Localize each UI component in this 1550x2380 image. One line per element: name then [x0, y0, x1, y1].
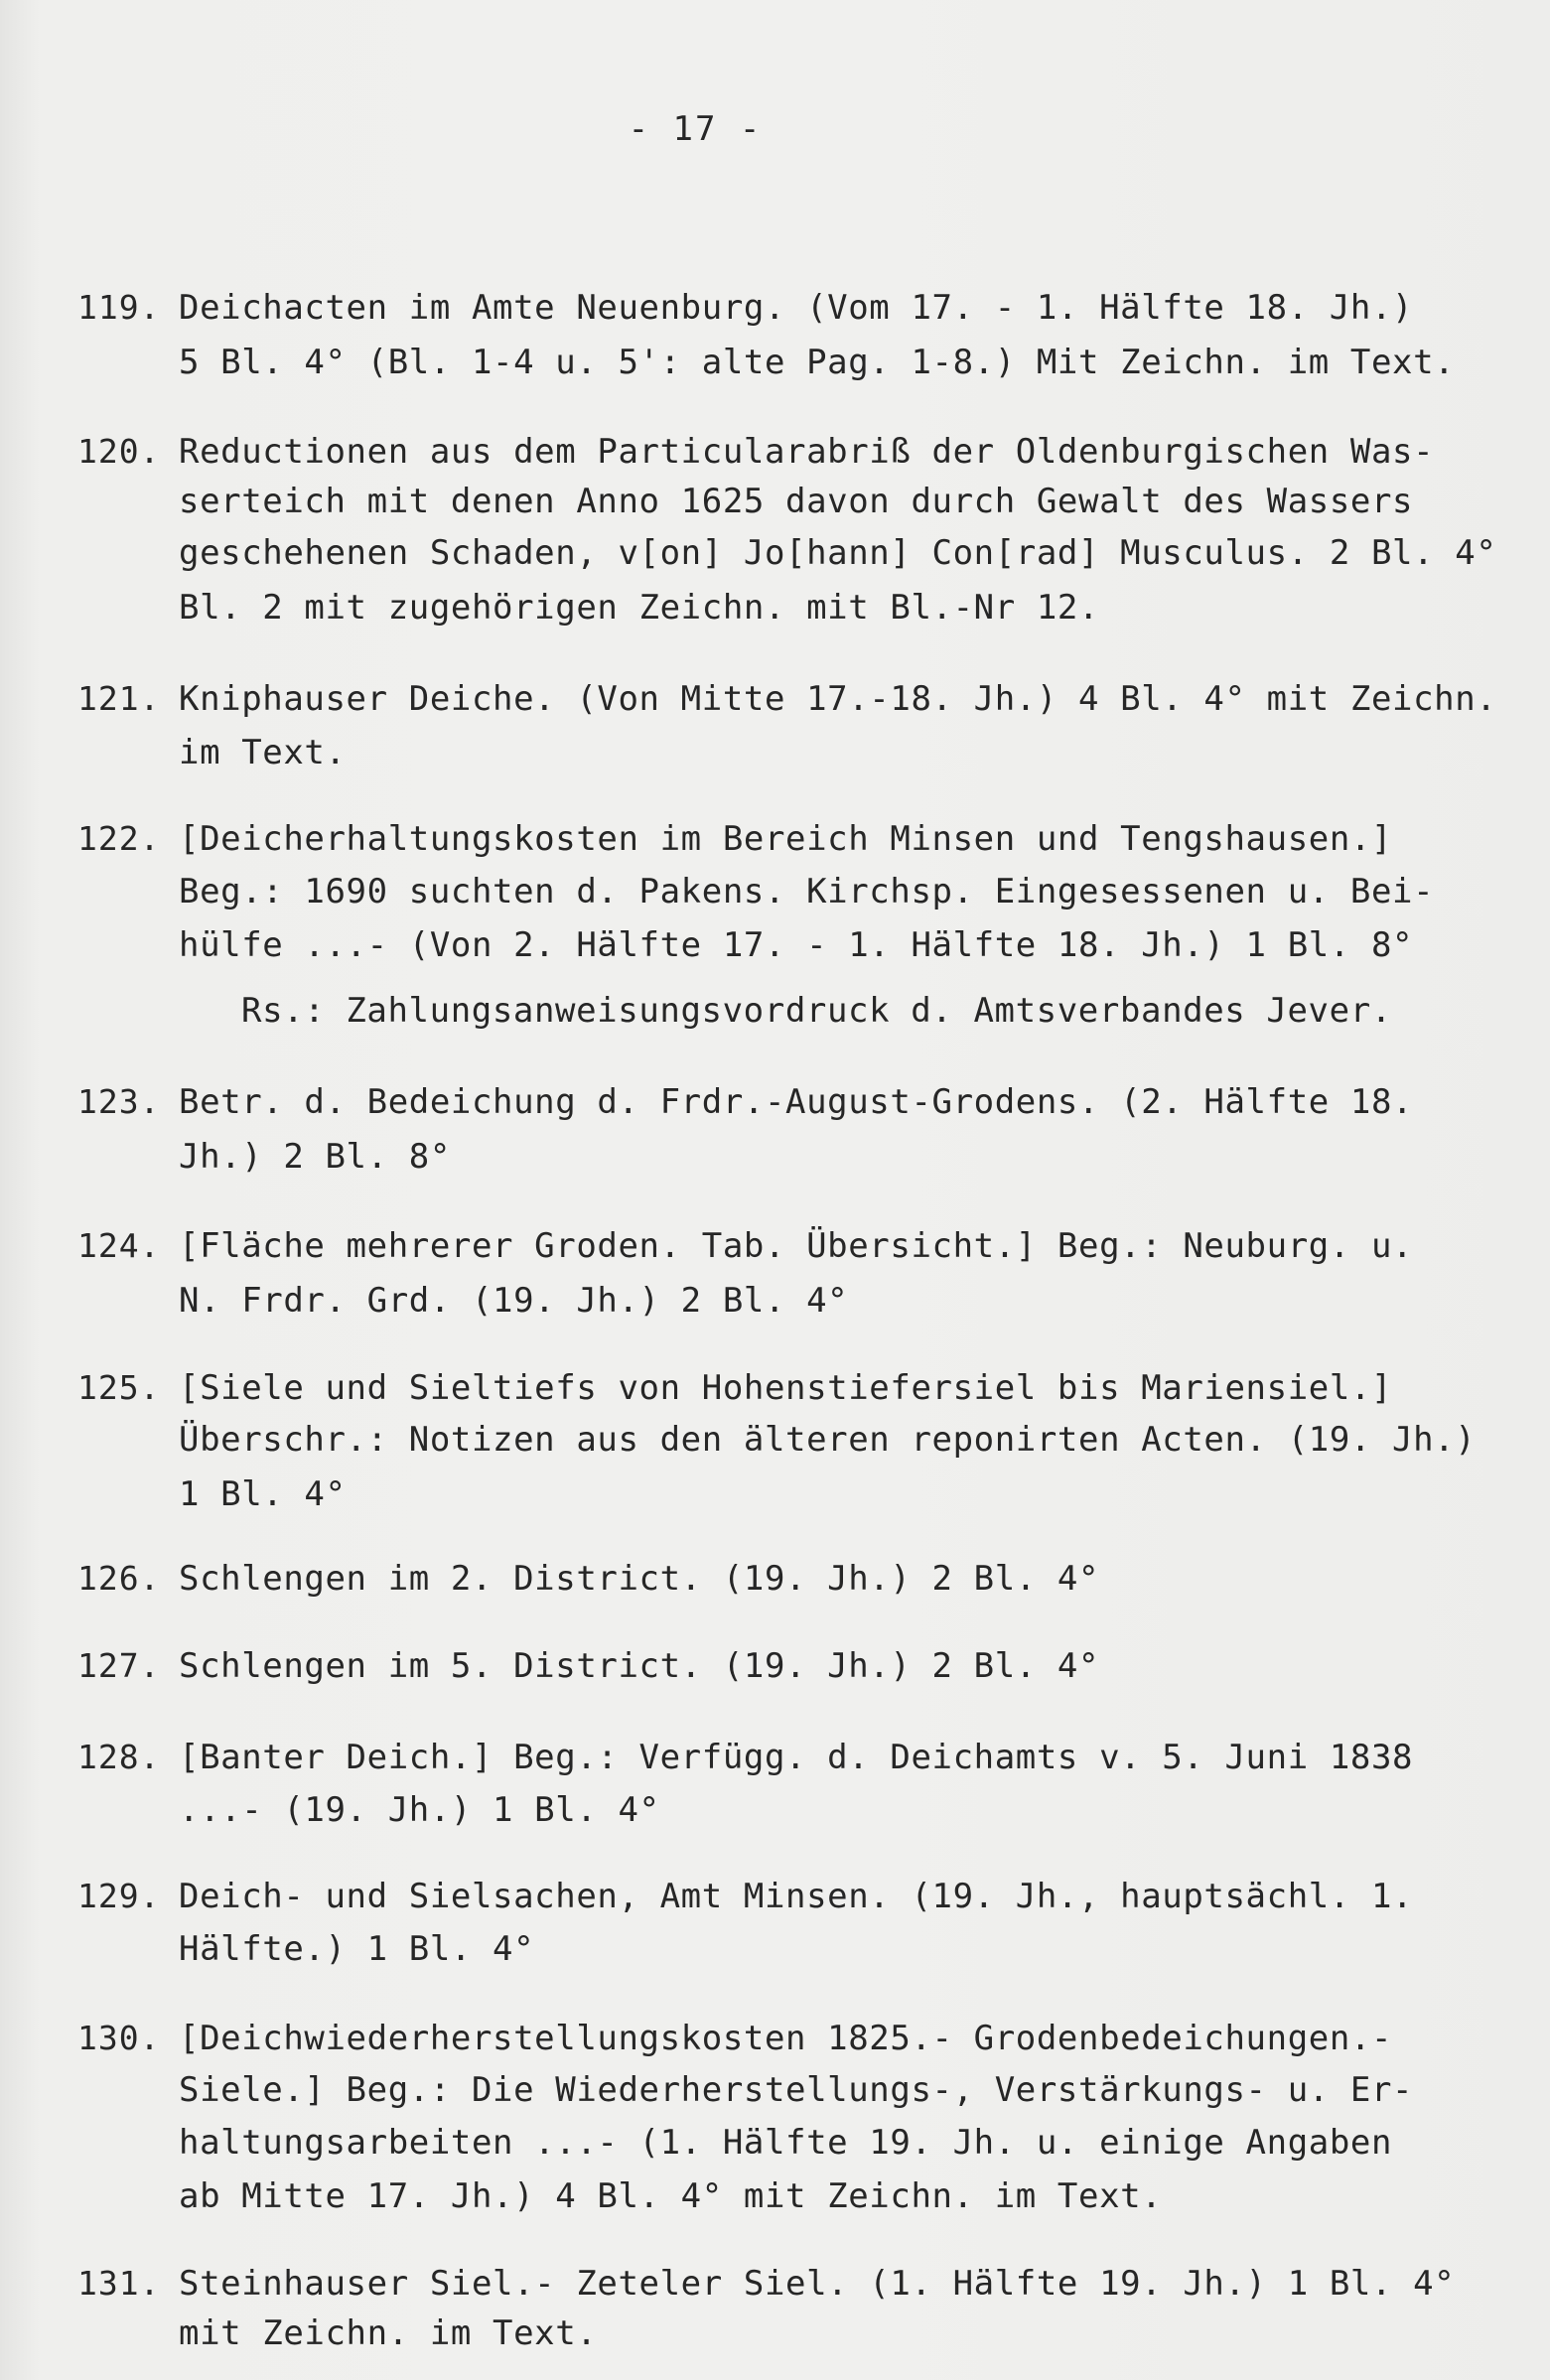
entry-line: haltungsarbeiten ...- (1. Hälfte 19. Jh. u. einige Angaben: [179, 2123, 1393, 2163]
page-number: - 17 -: [628, 109, 763, 149]
entry-line: 5 Bl. 4° (Bl. 1-4 u. 5': alte Pag. 1-8.) Mit Zeichn. im Text.: [179, 343, 1456, 382]
entry-line: [Deicherhaltungskosten im Bereich Minsen und Tengshausen.]: [179, 819, 1393, 859]
entry-line: Rs.: Zahlungsanweisungsvordruck d. Amtsverbandes Jever.: [241, 991, 1392, 1031]
entry-line: Deichacten im Amte Neuenburg. (Vom 17. - 1. Hälfte 18. Jh.): [179, 288, 1414, 328]
entry-number: 128.: [77, 1738, 161, 1776]
entry-line: Hälfte.) 1 Bl. 4°: [179, 1929, 535, 1969]
entry-line: [Banter Deich.] Beg.: Verfügg. d. Deichamts v. 5. Juni 1838: [179, 1738, 1414, 1777]
entry-line: serteich mit denen Anno 1625 davon durch Gewalt des Wassers: [179, 482, 1414, 521]
entry-line: Kniphauser Deiche. (Von Mitte 17.-18. Jh.) 4 Bl. 4° mit Zeichn.: [179, 679, 1497, 719]
entry-number: 122.: [77, 819, 161, 858]
entry-line: [Fläche mehrerer Groden. Tab. Übersicht.] Beg.: Neuburg. u.: [179, 1226, 1414, 1266]
entry-line: Überschr.: Notizen aus den älteren reponirten Acten. (19. Jh.): [179, 1420, 1477, 1460]
entry-line: Beg.: 1690 suchten d. Pakens. Kirchsp. Eingesessenen u. Bei-: [179, 872, 1435, 911]
entry-number: 123.: [77, 1082, 161, 1121]
entry-line: ab Mitte 17. Jh.) 4 Bl. 4° mit Zeichn. im Text.: [179, 2176, 1163, 2216]
entry-line: 1 Bl. 4°: [179, 1474, 347, 1514]
entry-line: geschehenen Schaden, v[on] Jo[hann] Con[rad] Musculus. 2 Bl. 4°: [179, 533, 1497, 573]
entry-line: [Siele und Sieltiefs von Hohenstiefersiel bis Mariensiel.]: [179, 1368, 1393, 1408]
entry-line: Jh.) 2 Bl. 8°: [179, 1137, 451, 1177]
entry-line: mit Zeichn. im Text.: [179, 2313, 598, 2353]
entry-line: hülfe ...- (Von 2. Hälfte 17. - 1. Hälfte 18. Jh.) 1 Bl. 8°: [179, 925, 1414, 965]
entry-line: Siele.] Beg.: Die Wiederherstellungs-, Verstärkungs- u. Er-: [179, 2070, 1414, 2110]
entry-line: Bl. 2 mit zugehörigen Zeichn. mit Bl.-Nr 12.: [179, 588, 1100, 628]
entry-line: Schlengen im 2. District. (19. Jh.) 2 Bl. 4°: [179, 1559, 1100, 1599]
entry-number: 127.: [77, 1646, 161, 1685]
entry-line: Deich- und Sielsachen, Amt Minsen. (19. Jh., hauptsächl. 1.: [179, 1877, 1414, 1916]
entry-number: 119.: [77, 288, 161, 327]
entry-number: 125.: [77, 1368, 161, 1407]
entry-number: 124.: [77, 1226, 161, 1265]
entry-number: 126.: [77, 1559, 161, 1598]
entry-line: ...- (19. Jh.) 1 Bl. 4°: [179, 1790, 660, 1830]
entry-line: Betr. d. Bedeichung d. Frdr.-August-Grodens. (2. Hälfte 18.: [179, 1082, 1414, 1122]
entry-number: 131.: [77, 2264, 161, 2303]
entry-line: Steinhauser Siel.- Zeteler Siel. (1. Hälfte 19. Jh.) 1 Bl. 4°: [179, 2264, 1456, 2304]
entry-line: im Text.: [179, 733, 347, 772]
entry-line: N. Frdr. Grd. (19. Jh.) 2 Bl. 4°: [179, 1281, 849, 1321]
entry-number: 129.: [77, 1877, 161, 1915]
entry-line: [Deichwiederherstellungskosten 1825.- Grodenbedeichungen.-: [179, 2019, 1393, 2058]
entry-line: Reductionen aus dem Particularabriß der Oldenburgischen Was-: [179, 432, 1435, 472]
entry-number: 130.: [77, 2019, 161, 2057]
entry-line: Schlengen im 5. District. (19. Jh.) 2 Bl. 4°: [179, 1646, 1100, 1686]
entry-number: 120.: [77, 432, 161, 471]
entry-number: 121.: [77, 679, 161, 718]
